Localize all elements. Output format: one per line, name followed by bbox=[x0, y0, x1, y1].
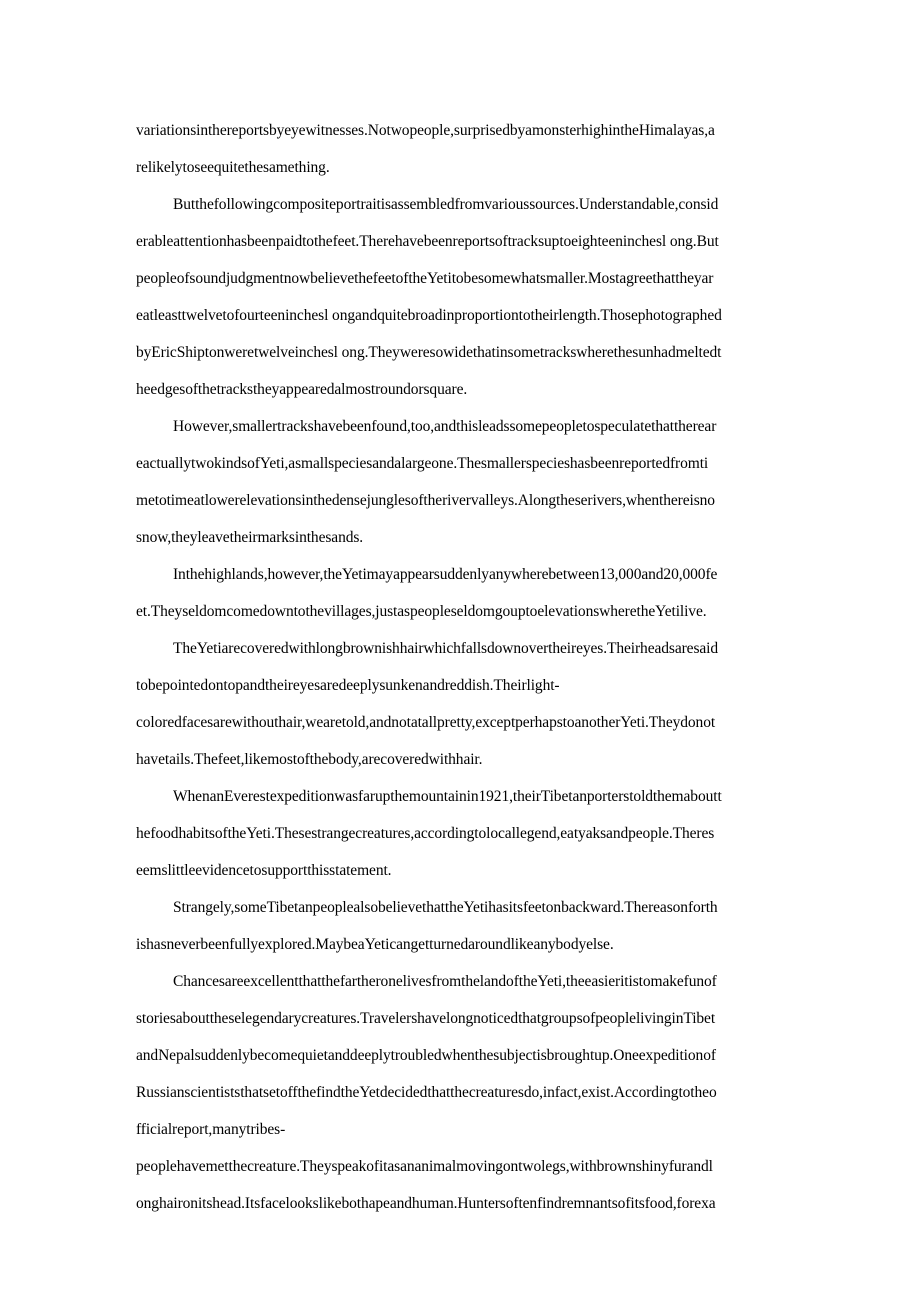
text-line: havetails.Thefeet,likemostofthebody,arecoveredwithhair. bbox=[136, 751, 483, 768]
text-line: metotimeatlowerelevationsinthedensejunglesoftherivervalleys.Alongtheserivers,whenthereisno bbox=[136, 492, 715, 509]
text-line: storiesabouttheselegendarycreatures.TravelershavelongnoticedthatgroupsofpeoplelivinginTibet bbox=[136, 1010, 716, 1027]
paragraph-start-line: WhenanEverestexpeditionwasfarupthemountainin1921,theirTibetanporterstoldthemaboutt bbox=[173, 788, 722, 805]
text-line: heedgesofthetrackstheyappearedalmostroundorsquare. bbox=[136, 381, 468, 398]
paragraph-start-line: Strangely,someTibetanpeoplealsobelievethattheYetihasitsfeetonbackward.Thereasonforth bbox=[173, 899, 718, 916]
text-line: hefoodhabitsoftheYeti.Thesestrangecreatures,accordingtolocallegend,eatyaksandpeople.Theres bbox=[136, 825, 715, 842]
text-line: coloredfacesarewithouthair,wearetold,andnotatallpretty,exceptperhapstoanotherYeti.Theydonot bbox=[136, 714, 716, 731]
text-line: variationsinthereportsbyeyewitnesses.Notwopeople,surprisedbyamonsterhighintheHimalayas,a bbox=[136, 122, 715, 139]
text-line: ishasneverbeenfullyexplored.MaybeaYeticangetturnedaroundlikeanybodyelse. bbox=[136, 936, 614, 953]
text-line: eactuallytwokindsofYeti,asmallspeciesandalargeone.Thesmallerspecieshasbeenreportedfromti bbox=[136, 455, 709, 472]
text-line: snow,theyleavetheirmarksinthesands. bbox=[136, 529, 364, 546]
paragraph-start-line: However,smallertrackshavebeenfound,too,andthisleadssomepeopletospeculatethattherear bbox=[173, 418, 717, 435]
text-line: tobepointedontopandtheireyesaredeeplysunkenandreddish.Theirlight- bbox=[136, 677, 560, 694]
text-line: peoplehavemetthecreature.Theyspeakofitasananimalmovingontwolegs,withbrownshinyfurandl bbox=[136, 1158, 713, 1175]
text-line: RussianscientiststhatsetoffthefindtheYetdecidedthatthecreaturesdo,infact,exist.Accordingtotheo bbox=[136, 1084, 717, 1101]
paragraph-start-line: ChancesareexcellentthatthefartheronelivesfromthelandoftheYeti,theeasieritistomakefunof bbox=[173, 973, 717, 990]
text-line: peopleofsoundjudgmentnowbelievethefeetoftheYetitobesomewhatsmaller.Mostagreethattheyar bbox=[136, 270, 714, 287]
text-line: onghaironitshead.Itsfacelookslikebothapeandhuman.Huntersoftenfindremnantsofitsfood,forexa bbox=[136, 1195, 716, 1212]
text-line: relikelytoseequitethesamething. bbox=[136, 159, 330, 176]
text-line: erableattentionhasbeenpaidtothefeet.Therehavebeenreportsoftracksuptoeighteeninchesl ong.But bbox=[136, 233, 719, 250]
text-line: fficialreport,manytribes- bbox=[136, 1121, 286, 1138]
text-line: eatleasttwelvetofourteeninchesl ongandquitebroadinproportiontotheirlength.Thosephotographed bbox=[136, 307, 722, 324]
text-line: andNepalsuddenlybecomequietanddeeplytroubledwhenthesubjectisbroughtup.Oneexpeditionof bbox=[136, 1047, 716, 1064]
text-line: et.Theyseldomcomedowntothevillages,justaspeopleseldomgouptoelevationswheretheYetilive. bbox=[136, 603, 707, 620]
paragraph-start-line: TheYetiarecoveredwithlongbrownishhairwhichfallsdownovertheireyes.Theirheadsaresaid bbox=[173, 640, 719, 657]
paragraph-start-line: Inthehighlands,however,theYetimayappearsuddenlyanywherebetween13,000and20,000fe bbox=[173, 566, 718, 583]
text-line: byEricShiptonweretwelveinchesl ong.Theyweresowidethatinsometrackswherethesunhadmeltedt bbox=[136, 344, 722, 361]
paragraph-start-line: Butthefollowingcompositeportraitisassembledfromvarioussources.Understandable,consid bbox=[173, 196, 719, 213]
text-line: eemslittleevidencetosupportthisstatement. bbox=[136, 862, 392, 879]
